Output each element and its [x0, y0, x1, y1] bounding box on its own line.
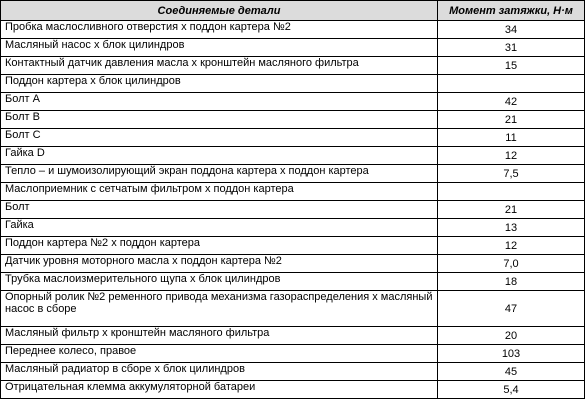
part-name: Трубка маслоизмерительного щупа х блок цилиндров: [1, 273, 438, 291]
table-row: [1, 111, 585, 129]
torque-value: [438, 75, 585, 93]
torque-value: 5,4: [438, 381, 585, 399]
part-name: Болт: [1, 201, 438, 219]
part-name: Переднее колесо, правое: [1, 345, 438, 363]
torque-value: 7,0: [438, 255, 585, 273]
table-row: [1, 75, 585, 93]
torque-value: [438, 183, 585, 201]
part-name: Гайка D: [1, 147, 438, 165]
torque-value: 42: [438, 93, 585, 111]
table-row: [1, 93, 585, 111]
torque-value: 12: [438, 147, 585, 165]
torque-value: 34: [438, 21, 585, 39]
part-name: Датчик уровня моторного масла х поддон картера №2: [1, 255, 438, 273]
part-name: Контактный датчик давления масла х кронштейн масляного фильтра: [1, 57, 438, 75]
table-row: [1, 381, 585, 399]
part-name: Отрицательная клемма аккумуляторной батареи: [1, 381, 438, 399]
part-name: Маслоприемник с сетчатым фильтром х поддон картера: [1, 183, 438, 201]
table-row: [1, 273, 585, 291]
part-name: Тепло – и шумоизолирующий экран поддона картера х поддон картера: [1, 165, 438, 183]
torque-value: 47: [438, 291, 585, 327]
table-row: [1, 291, 585, 327]
part-name: Поддон картера №2 х поддон картера: [1, 237, 438, 255]
header-torque: Момент затяжки, Н·м: [438, 1, 585, 21]
part-name: Болт B: [1, 111, 438, 129]
header-row: [1, 1, 585, 21]
table-row: [1, 237, 585, 255]
torque-value: 7,5: [438, 165, 585, 183]
part-name: Гайка: [1, 219, 438, 237]
torque-value: 20: [438, 327, 585, 345]
table-row: [1, 183, 585, 201]
torque-value: 45: [438, 363, 585, 381]
part-name: Масляный радиатор в сборе х блок цилиндров: [1, 363, 438, 381]
table-row: [1, 345, 585, 363]
part-name: Масляный фильтр х кронштейн масляного фильтра: [1, 327, 438, 345]
table-row: [1, 57, 585, 75]
torque-value: 21: [438, 111, 585, 129]
table-row: [1, 147, 585, 165]
torque-value: 18: [438, 273, 585, 291]
part-name: Пробка маслосливного отверстия х поддон картера №2: [1, 21, 438, 39]
torque-value: 13: [438, 219, 585, 237]
part-name: Опорный ролик №2 ременного привода механизма газораспределения х масляный насос в сборе: [1, 291, 438, 327]
torque-value: 21: [438, 201, 585, 219]
header-parts: Соединяемые детали: [1, 1, 438, 21]
part-name: Масляный насос х блок цилиндров: [1, 39, 438, 57]
table-row: [1, 363, 585, 381]
part-name: Поддон картера х блок цилиндров: [1, 75, 438, 93]
part-name: Болт C: [1, 129, 438, 147]
table-row: [1, 201, 585, 219]
table-row: [1, 327, 585, 345]
table-row: [1, 219, 585, 237]
table-row: [1, 129, 585, 147]
table-row: [1, 21, 585, 39]
torque-value: 15: [438, 57, 585, 75]
table-row: [1, 165, 585, 183]
table-row: [1, 39, 585, 57]
part-name: Болт A: [1, 93, 438, 111]
torque-value: 11: [438, 129, 585, 147]
torque-value: 12: [438, 237, 585, 255]
torque-value: 103: [438, 345, 585, 363]
table-row: [1, 255, 585, 273]
torque-value: 31: [438, 39, 585, 57]
